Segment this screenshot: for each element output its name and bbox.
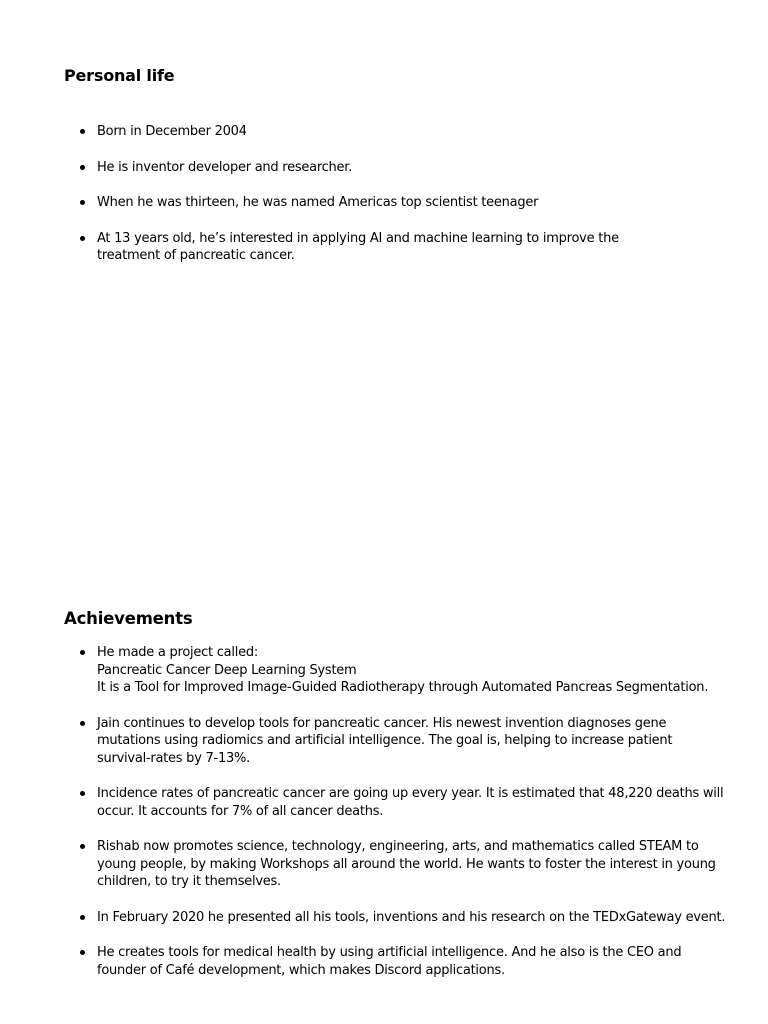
project-name-text: Pancreatic Cancer Deep Learning System	[97, 662, 357, 678]
achievements-heading: Achievements	[64, 609, 193, 628]
list-item: Incidence rates of pancreatic cancer are going up every year. It is estimated that 48,220 deaths will occur. It accounts for 7% of all cancer deaths.	[97, 785, 727, 820]
list-item: Rishab now promotes science, technology, engineering, arts, and mathematics called STEAM to young people, by making Workshops all around the world. He wants to foster the interest in young children, to try it themselves.	[97, 838, 727, 891]
personal-life-heading: Personal life	[64, 66, 175, 85]
list-item: He is inventor developer and researcher.	[97, 159, 727, 177]
list-item: Jain continues to develop tools for pancreatic cancer. His newest invention diagnoses gene mutations using radiomics and artificial intelligence. The goal is, helping to increase patient survival-rates by 7-13%.	[97, 715, 727, 768]
list-item: He creates tools for medical health by using artificial intelligence. And he also is the CEO and founder of Café development, which makes Discord applications.	[97, 944, 727, 979]
list-item: At 13 years old, he’s interested in applying AI and machine learning to improve the treatment of pancreatic cancer.	[97, 230, 657, 265]
achievements-list	[97, 644, 727, 997]
list-item: In February 2020 he presented all his tools, inventions and his research on the TEDxGateway event.	[97, 909, 726, 925]
list-item: Born in December 2004	[97, 123, 727, 141]
list-item: When he was thirteen, he was named Americas top scientist teenager	[97, 194, 727, 212]
project-description-text: It is a Tool for Improved Image-Guided Radiotherapy through Automated Pancreas Segmentation.	[97, 680, 709, 695]
list-item	[97, 644, 727, 697]
project-intro-text: He made a project called:	[97, 645, 258, 660]
personal-life-list	[97, 123, 727, 283]
